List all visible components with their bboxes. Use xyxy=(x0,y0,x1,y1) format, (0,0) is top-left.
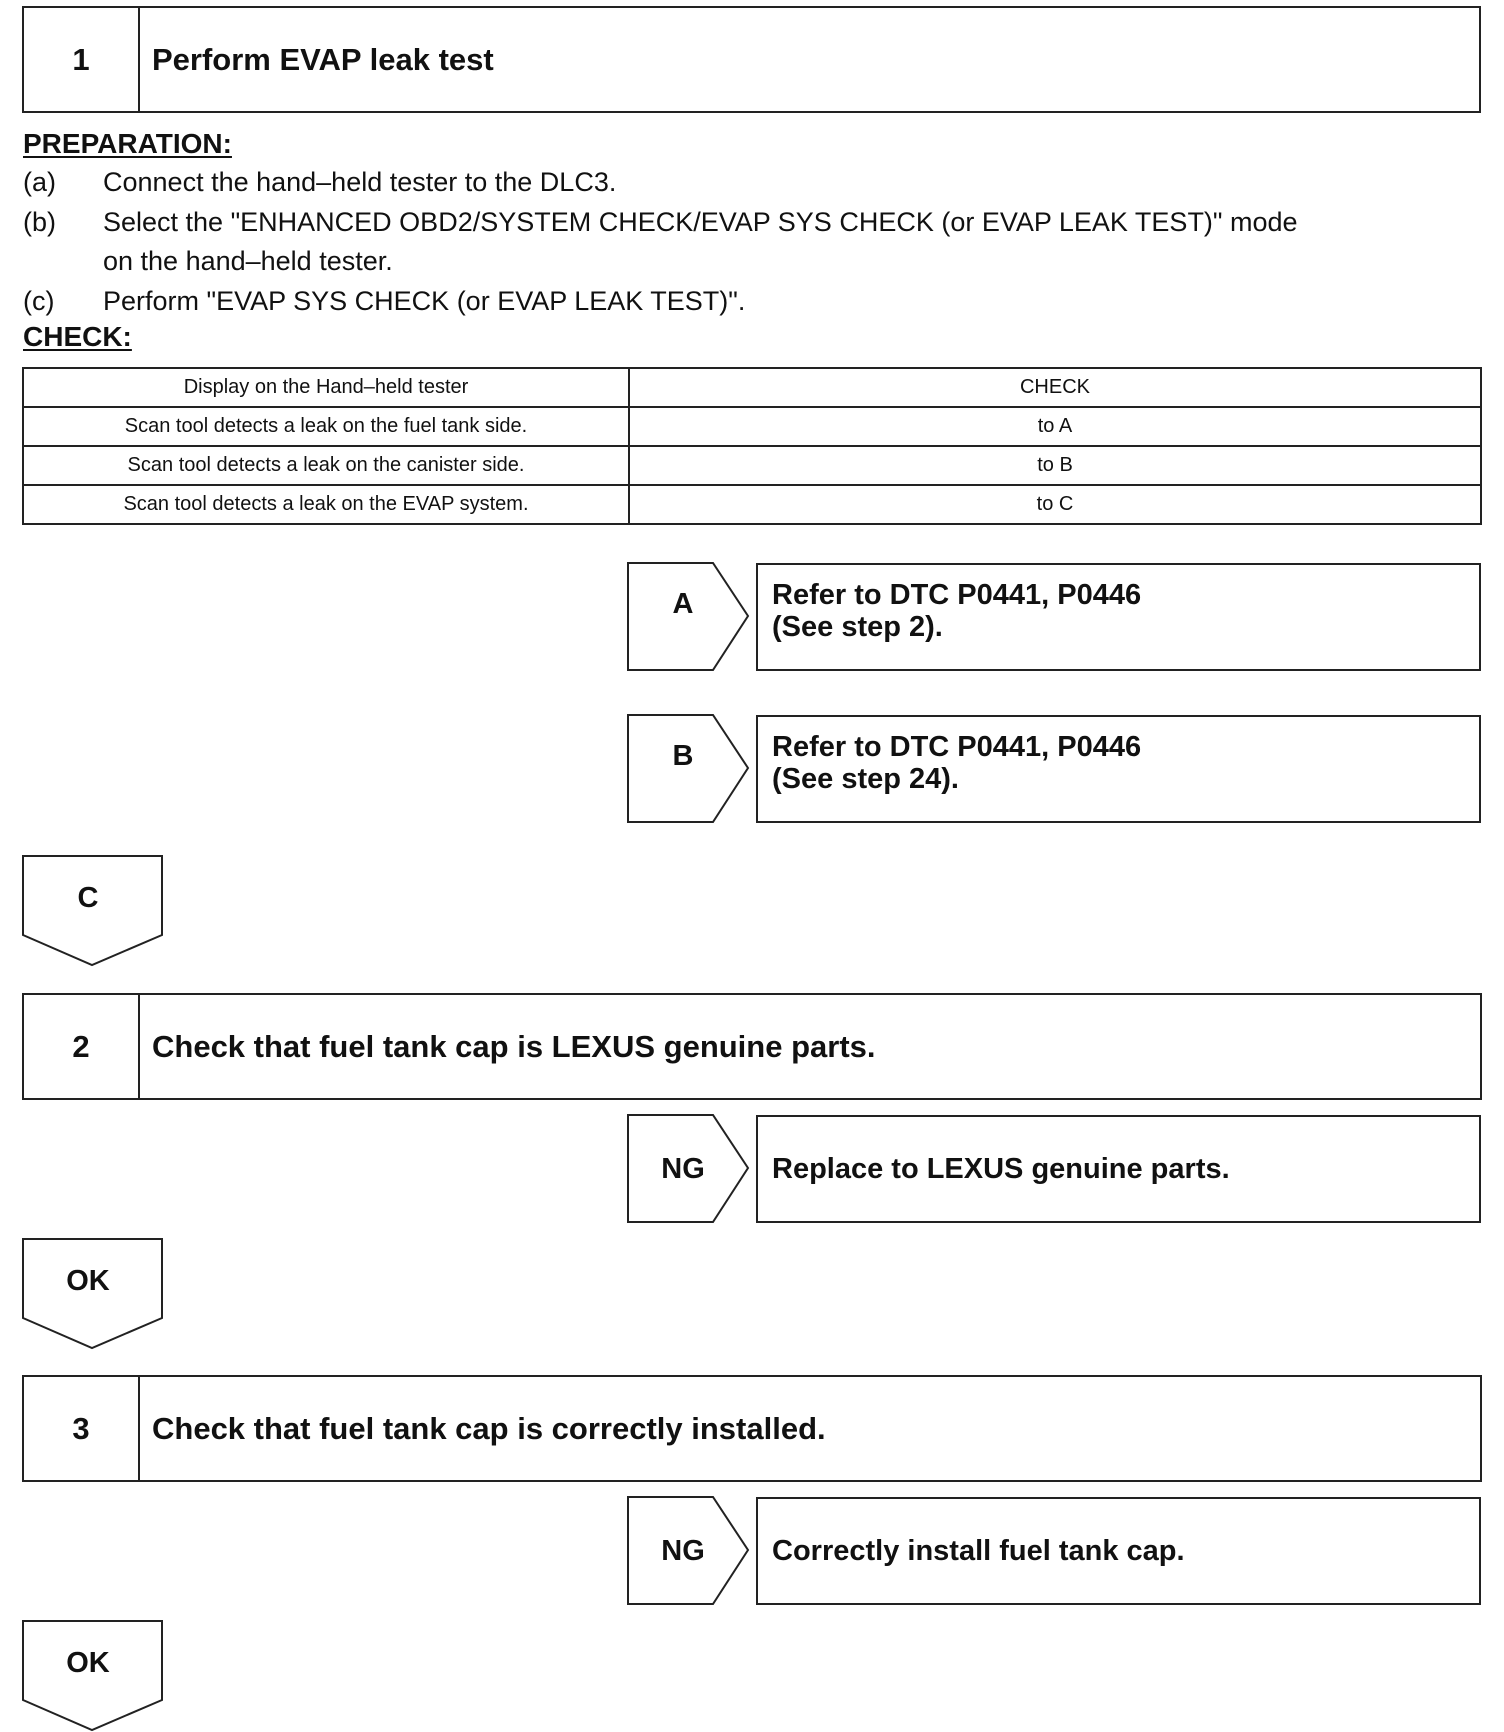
table-cell: to C xyxy=(629,485,1481,524)
preparation-item-a xyxy=(23,163,1493,203)
step-title: Check that fuel tank cap is correctly installed. xyxy=(152,1410,826,1446)
result-line-2: (See step 2). xyxy=(772,611,943,643)
result-line-2: (See step 24). xyxy=(772,763,959,795)
table-cell: to B xyxy=(629,446,1481,485)
flow-c-label: C xyxy=(77,882,99,914)
branch-ng-label: NG xyxy=(661,1535,705,1567)
check-table xyxy=(22,367,1482,525)
preparation-item-c xyxy=(23,282,1493,322)
flow-ok-label: OK xyxy=(66,1265,110,1297)
result-line-1: Refer to DTC P0441, P0446 xyxy=(772,731,1142,763)
branch-ng-arrow xyxy=(627,1496,751,1606)
table-row xyxy=(23,446,1481,485)
result-line-1: Refer to DTC P0441, P0446 xyxy=(772,579,1142,611)
table-cell: Scan tool detects a leak on the fuel tank side. xyxy=(23,407,629,446)
step-number: 2 xyxy=(24,995,140,1098)
step-1-box xyxy=(22,6,1481,113)
table-row xyxy=(23,485,1481,524)
step-2-box xyxy=(22,993,1482,1100)
item-label: (a) xyxy=(23,167,56,197)
table-cell: to A xyxy=(629,407,1481,446)
table-header-cell: CHECK xyxy=(629,368,1481,407)
branch-b-result-box xyxy=(756,715,1481,823)
table-header-cell: Display on the Hand–held tester xyxy=(23,368,629,407)
flow-c-arrow xyxy=(22,855,167,967)
check-heading: CHECK: xyxy=(23,321,132,352)
item-text: Connect the hand–held tester to the DLC3. xyxy=(103,167,617,197)
branch-ng-arrow xyxy=(627,1114,751,1224)
branch-a-result-box xyxy=(756,563,1481,671)
item-label: (b) xyxy=(23,207,56,237)
check-table-wrapper xyxy=(22,367,1482,525)
branch-ng-result-box xyxy=(756,1115,1481,1223)
table-cell: Scan tool detects a leak on the EVAP system. xyxy=(23,485,629,524)
result-text: Correctly install fuel tank cap. xyxy=(772,1535,1185,1567)
step-number: 1 xyxy=(24,8,140,111)
table-row xyxy=(23,407,1481,446)
step-title: Check that fuel tank cap is LEXUS genuine parts. xyxy=(152,1028,876,1064)
branch-a-arrow xyxy=(627,562,751,672)
flow-ok-arrow xyxy=(22,1620,167,1732)
item-text: Perform "EVAP SYS CHECK (or EVAP LEAK TEST)". xyxy=(103,286,746,316)
item-text: Select the "ENHANCED OBD2/SYSTEM CHECK/EVAP SYS CHECK (or EVAP LEAK TEST)" mode xyxy=(103,207,1298,237)
preparation-item-b xyxy=(23,203,1493,283)
step-3-box xyxy=(22,1375,1482,1482)
item-label: (c) xyxy=(23,286,55,316)
table-header-row xyxy=(23,368,1481,407)
branch-ng-result-box xyxy=(756,1497,1481,1605)
item-text-continued: on the hand–held tester. xyxy=(103,246,393,276)
preparation-heading: PREPARATION: xyxy=(23,128,232,159)
table-cell: Scan tool detects a leak on the canister side. xyxy=(23,446,629,485)
flow-ok-arrow xyxy=(22,1238,167,1350)
branch-a-label: A xyxy=(672,588,694,620)
step-number: 3 xyxy=(24,1377,140,1480)
branch-b-label: B xyxy=(672,740,694,772)
flow-ok-label: OK xyxy=(66,1647,110,1679)
branch-b-arrow xyxy=(627,714,751,824)
result-text: Replace to LEXUS genuine parts. xyxy=(772,1153,1230,1185)
step-title: Perform EVAP leak test xyxy=(152,41,494,77)
branch-ng-label: NG xyxy=(661,1153,705,1185)
